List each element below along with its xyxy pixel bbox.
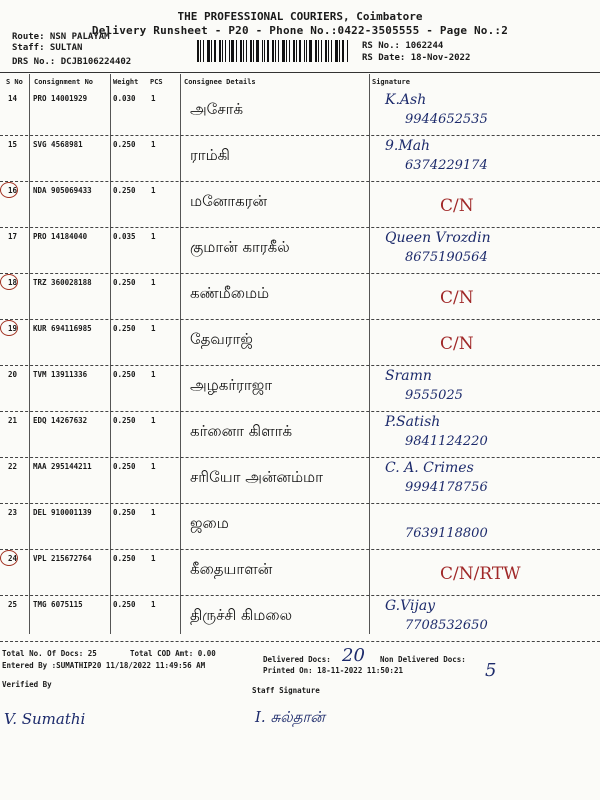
- row-consignee-name: கர்னைா கிளாக்: [190, 422, 293, 440]
- barcode-bar: [286, 40, 287, 62]
- delivered-docs-value: 20: [342, 645, 365, 666]
- table-row: [0, 550, 600, 596]
- table-row: [0, 228, 600, 274]
- total-cod: Total COD Amt: 0.00: [130, 649, 216, 658]
- row-signature: G.Vijay: [385, 598, 436, 614]
- barcode-bar: [214, 40, 216, 62]
- row-pcs: 1: [151, 554, 156, 563]
- row-sno: 14: [8, 94, 18, 103]
- barcode-bar: [231, 40, 234, 62]
- row-sno: 15: [8, 140, 18, 149]
- barcode: [197, 40, 351, 62]
- row-pcs: 1: [151, 140, 156, 149]
- row-pcs: 1: [151, 186, 156, 195]
- row-consignee-name: தேவராஜ்: [190, 330, 253, 348]
- barcode-bar: [309, 40, 312, 62]
- row-signature-phone: 9944652535: [405, 112, 488, 127]
- delivered-docs-label: Delivered Docs:: [263, 655, 331, 664]
- row-signature: C. A. Crimes: [385, 460, 474, 476]
- row-consignee-name: ஜமை: [190, 514, 229, 532]
- barcode-bar: [243, 40, 244, 62]
- route-label: Route: NSN PALAYAM: [12, 32, 110, 42]
- barcode-bar: [315, 40, 317, 62]
- barcode-bar: [347, 40, 348, 62]
- row-weight: 0.250: [113, 416, 136, 425]
- row-consignment-no: KUR 694116985: [33, 324, 92, 333]
- non-delivered-value: 5: [485, 660, 497, 681]
- row-circle-mark: [0, 550, 18, 566]
- column-header-weight: Weight: [113, 78, 139, 86]
- row-sno: 16: [8, 186, 18, 195]
- table-row: [0, 458, 600, 504]
- non-delivered-label: Non Delivered Docs:: [380, 655, 466, 664]
- barcode-bar: [306, 40, 307, 62]
- row-consignment-no: VPL 215672764: [33, 554, 92, 563]
- barcode-bar: [240, 40, 242, 62]
- barcode-bar: [197, 40, 199, 62]
- row-sno: 17: [8, 232, 18, 241]
- row-pcs: 1: [151, 600, 156, 609]
- barcode-bar: [335, 40, 338, 62]
- barcode-bar: [339, 40, 340, 62]
- page-title: THE PROFESSIONAL COURIERS, Coimbatore: [177, 10, 423, 23]
- barcode-bar: [211, 40, 212, 62]
- rs-number: RS No.: 1062244: [362, 41, 444, 51]
- row-weight: 0.250: [113, 324, 136, 333]
- row-signature: C/N: [440, 196, 474, 216]
- barcode-bar: [304, 40, 305, 62]
- page-subtitle: Delivery Runsheet - P20 - Phone No.:0422-3505555 - Page No.:2: [91, 24, 509, 37]
- table-row: [0, 412, 600, 458]
- printed-on: Printed On: 18-11-2022 11:50:21: [263, 666, 403, 675]
- barcode-bar: [278, 40, 279, 62]
- row-sno: 24: [8, 554, 18, 563]
- barcode-bar: [219, 40, 221, 62]
- barcode-bar: [342, 40, 344, 62]
- table-row: [0, 182, 600, 228]
- barcode-bar: [272, 40, 274, 62]
- row-signature: C/N/RTW: [440, 564, 521, 584]
- column-header-pcs: PCS: [150, 78, 163, 86]
- row-sno: 25: [8, 600, 18, 609]
- barcode-bar: [267, 40, 269, 62]
- row-weight: 0.250: [113, 140, 136, 149]
- row-consignee-name: அழகர்ராஜா: [190, 376, 273, 394]
- row-consignment-no: TRZ 360028188: [33, 278, 92, 287]
- row-weight: 0.035: [113, 232, 136, 241]
- barcode-bar: [296, 40, 297, 62]
- row-consignment-no: TMG 6075115: [33, 600, 83, 609]
- entered-by: Entered By :SUMATHIP20 11/18/2022 11:49:56 AM: [2, 661, 206, 670]
- row-signature-phone: 9841124220: [405, 434, 488, 449]
- table-row: [0, 274, 600, 320]
- barcode-bar: [246, 40, 247, 62]
- barcode-bar: [253, 40, 254, 62]
- column-header-signature: Signature: [372, 78, 410, 86]
- row-pcs: 1: [151, 462, 156, 471]
- row-consignee-name: அசோக்: [190, 100, 244, 118]
- row-separator: [0, 641, 600, 642]
- row-consignment-no: PRO 14001929: [33, 94, 88, 103]
- row-sno: 20: [8, 370, 18, 379]
- row-weight: 0.250: [113, 278, 136, 287]
- staff-signature-label: Staff Signature: [252, 686, 320, 695]
- row-consignee-name: ராம்கி: [190, 146, 230, 164]
- row-signature: 9.Mah: [385, 138, 431, 154]
- row-consignee-name: கீதையாளன்: [190, 560, 273, 578]
- row-weight: 0.250: [113, 370, 136, 379]
- row-consignee-name: சரியோ அன்னம்மா: [190, 468, 323, 486]
- row-consignee-name: குமான் காரகீல்: [190, 238, 290, 256]
- barcode-bar: [325, 40, 327, 62]
- row-sno: 21: [8, 416, 18, 425]
- column-header-consignment: Consignment No: [34, 78, 94, 86]
- row-signature-phone: 7639118800: [405, 526, 488, 541]
- row-pcs: 1: [151, 416, 156, 425]
- staff-handwritten-sign: I. சுல்தான்: [255, 708, 325, 726]
- barcode-bar: [299, 40, 301, 62]
- row-pcs: 1: [151, 94, 156, 103]
- row-consignment-no: SVG 4568981: [33, 140, 83, 149]
- drs-label: DRS No.: DCJB106224402: [12, 57, 132, 67]
- row-signature: C/N: [440, 334, 474, 354]
- row-consignee-name: மனோகரன்: [190, 192, 267, 210]
- row-weight: 0.030: [113, 94, 136, 103]
- barcode-bar: [331, 40, 332, 62]
- row-consignment-no: TVM 13911336: [33, 370, 88, 379]
- staff-label: Staff: SULTAN: [12, 43, 83, 53]
- row-weight: 0.250: [113, 462, 136, 471]
- barcode-bar: [229, 40, 230, 62]
- row-signature: K.Ash: [385, 92, 427, 108]
- table-top-border: [0, 72, 600, 73]
- row-consignee-name: திருச்சி கிமலை: [190, 606, 293, 624]
- barcode-bar: [225, 40, 226, 62]
- row-signature: C/N: [440, 288, 474, 308]
- verifier-handwritten-sign: V. Sumathi: [4, 710, 86, 728]
- row-consignment-no: PRO 14184040: [33, 232, 88, 241]
- row-circle-mark: [0, 182, 18, 198]
- barcode-bar: [293, 40, 295, 62]
- row-signature: Queen Vrozdin: [385, 230, 491, 246]
- barcode-bar: [282, 40, 285, 62]
- barcode-bar: [207, 40, 210, 62]
- row-circle-mark: [0, 274, 18, 290]
- row-pcs: 1: [151, 370, 156, 379]
- row-consignment-no: EDQ 14267632: [33, 416, 88, 425]
- row-consignee-name: கண்மீமைம்: [190, 284, 270, 302]
- row-sno: 22: [8, 462, 18, 471]
- barcode-bar: [321, 40, 322, 62]
- row-weight: 0.250: [113, 600, 136, 609]
- barcode-bar: [264, 40, 265, 62]
- row-pcs: 1: [151, 232, 156, 241]
- barcode-bar: [256, 40, 259, 62]
- barcode-bar: [289, 40, 290, 62]
- barcode-bar: [203, 40, 204, 62]
- barcode-bar: [250, 40, 252, 62]
- row-pcs: 1: [151, 278, 156, 287]
- verified-by-label: Verified By: [2, 680, 52, 689]
- table-row: [0, 504, 600, 550]
- row-signature-phone: 8675190564: [405, 250, 488, 265]
- column-header-sno: S No: [6, 78, 23, 86]
- row-weight: 0.250: [113, 554, 136, 563]
- row-sno: 18: [8, 278, 18, 287]
- row-signature: P.Satish: [385, 414, 441, 430]
- table-row: [0, 136, 600, 182]
- row-signature: Sramn: [385, 368, 432, 384]
- table-row: [0, 366, 600, 412]
- row-signature-phone: 6374229174: [405, 158, 488, 173]
- barcode-bar: [275, 40, 276, 62]
- row-consignment-no: MAA 295144211: [33, 462, 92, 471]
- row-signature-phone: 9555025: [405, 388, 463, 403]
- row-weight: 0.250: [113, 186, 136, 195]
- row-sno: 23: [8, 508, 18, 517]
- barcode-bar: [222, 40, 223, 62]
- row-pcs: 1: [151, 324, 156, 333]
- barcode-bar: [318, 40, 319, 62]
- column-header-consignee: Consignee Details: [184, 78, 256, 86]
- table-row: [0, 596, 600, 642]
- rs-date: RS Date: 18-Nov-2022: [362, 53, 471, 63]
- row-consignment-no: NDA 905069433: [33, 186, 92, 195]
- row-pcs: 1: [151, 508, 156, 517]
- row-signature-phone: 7708532650: [405, 618, 488, 633]
- row-sno: 19: [8, 324, 18, 333]
- table-row: [0, 90, 600, 136]
- barcode-bar: [200, 40, 201, 62]
- barcode-bar: [262, 40, 263, 62]
- row-signature-phone: 9994178756: [405, 480, 488, 495]
- table-row: [0, 320, 600, 366]
- row-consignment-no: DEL 910001139: [33, 508, 92, 517]
- row-circle-mark: [0, 320, 18, 336]
- row-weight: 0.250: [113, 508, 136, 517]
- barcode-bar: [328, 40, 329, 62]
- total-docs: Total No. Of Docs: 25: [2, 649, 97, 658]
- barcode-bar: [236, 40, 237, 62]
